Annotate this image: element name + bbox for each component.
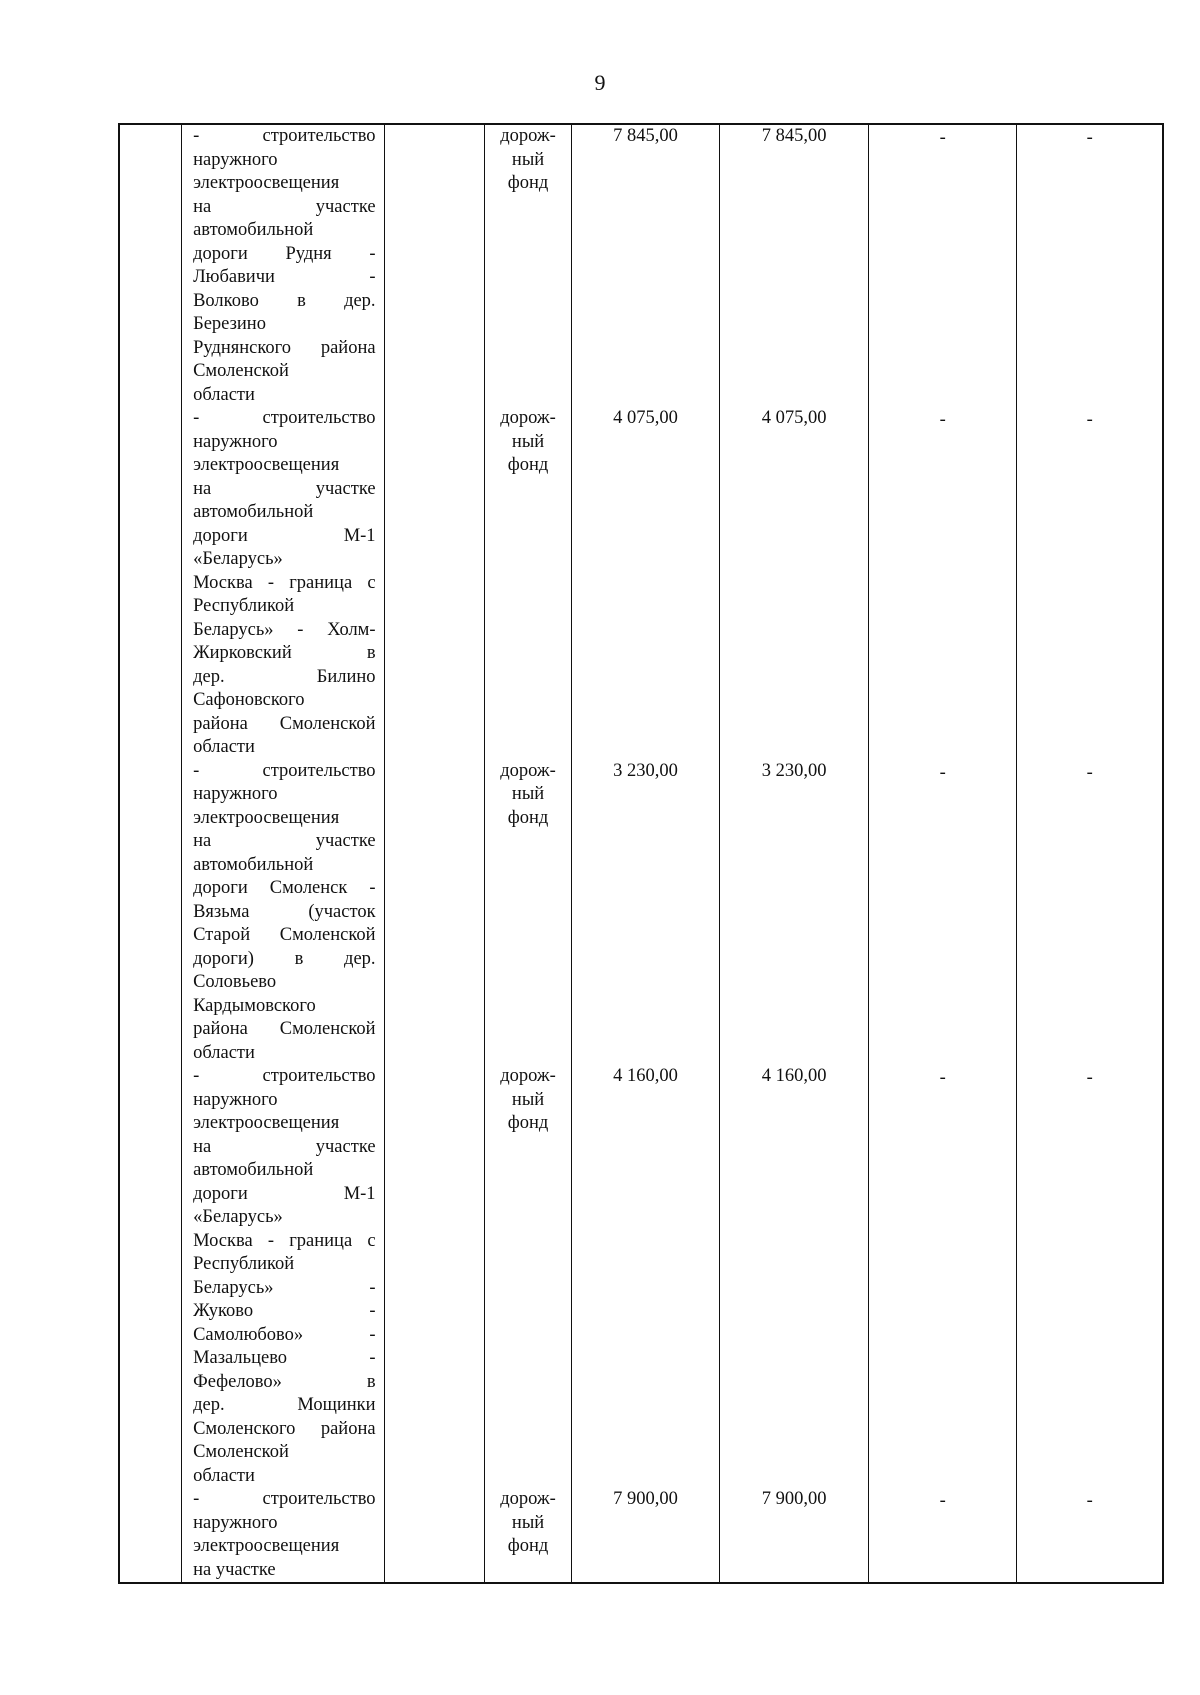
item-name-line: Кардымовского [193, 995, 316, 1016]
budget-table [118, 123, 1164, 1584]
dash-cell [868, 1065, 1017, 1488]
dash-cell [1017, 1488, 1163, 1583]
item-name-line: наружного [193, 149, 278, 170]
item-name-line: района Смоленской [193, 713, 376, 734]
item-name-line: - строительство [193, 1489, 376, 1509]
item-name-line: - строительство [193, 1066, 376, 1086]
item-name-line: Старой Смоленской [193, 925, 376, 945]
amount-text: 7 845,00 [613, 126, 678, 146]
item-name-line: на участке [193, 1559, 276, 1580]
funding-source-line: фонд [507, 807, 549, 828]
item-name-line: на участке [193, 831, 376, 851]
item-name-line: дороги Смоленск - [193, 878, 376, 898]
item-name-line: - строительство [193, 408, 376, 428]
funding-source-cell [485, 760, 571, 1066]
item-name-line: - строительство [193, 126, 376, 146]
dash-cell [1017, 124, 1163, 407]
table-row [119, 124, 1163, 407]
dash-cell [868, 407, 1017, 760]
number-cell [119, 1488, 182, 1583]
item-name-line: Беларусь» - Холм- [193, 619, 376, 640]
dash-text: - [1086, 1491, 1093, 1511]
item-name-line: Жирковский в [193, 643, 376, 663]
item-name-line: автомобильной [193, 854, 314, 875]
empty-cell [384, 124, 485, 407]
value-cell [571, 124, 720, 407]
value-cell [720, 1488, 869, 1583]
item-name-cell [182, 1065, 384, 1488]
item-name-line: Руднянского района [193, 337, 376, 358]
empty-cell [384, 1488, 485, 1583]
item-name-line: электроосвещения [193, 807, 340, 828]
funding-source-cell [485, 1488, 571, 1583]
dash-text: - [939, 762, 946, 783]
item-name-cell [182, 124, 384, 407]
amount-text: 3 230,00 [613, 760, 678, 781]
funding-source-line: ный [511, 431, 545, 452]
item-name-line: Республикой [193, 1254, 295, 1274]
funding-source-line: ный [511, 1089, 545, 1110]
item-name-line: Березино [193, 314, 266, 334]
value-cell [571, 760, 720, 1066]
amount-text: 4 160,00 [761, 1066, 827, 1086]
funding-source-line: фонд [507, 1536, 549, 1556]
funding-source-line: фонд [507, 1113, 549, 1133]
item-name-line: Сафоновского [193, 690, 305, 710]
amount-text: 7 900,00 [761, 1489, 827, 1509]
item-name-line: Волково в дер. [193, 290, 376, 311]
funding-source-cell [485, 1065, 571, 1488]
item-name-line: области [193, 1465, 255, 1486]
item-name-cell [182, 760, 384, 1066]
funding-source-line: дорож- [500, 1066, 556, 1086]
table-row [119, 407, 1163, 760]
dash-text: - [1086, 410, 1093, 430]
item-name-cell [182, 407, 384, 760]
table-row [119, 760, 1163, 1066]
funding-source-line: дорож- [500, 408, 556, 428]
item-name-line: «Беларусь» [193, 549, 283, 569]
dash-text: - [1086, 128, 1093, 148]
item-name-cell [182, 1488, 384, 1583]
dash-cell [1017, 760, 1163, 1066]
item-name-line: автомобильной [193, 1160, 314, 1180]
item-name-line: Мазальцево - [193, 1348, 376, 1368]
funding-source-line: ный [511, 149, 545, 170]
value-cell [720, 1065, 869, 1488]
item-name-line: дер. Билино [193, 666, 376, 687]
item-name-line: Беларусь» - [193, 1277, 376, 1298]
funding-source-line: дорож- [500, 1489, 556, 1509]
dash-text: - [939, 1068, 946, 1088]
table-row [119, 1065, 1163, 1488]
funding-source-line: фонд [507, 173, 549, 193]
funding-source-line: ный [511, 784, 545, 804]
item-name-line: Смоленской [193, 361, 289, 381]
item-name-line: дороги М-1 [193, 525, 376, 546]
item-name-line: области [193, 737, 255, 757]
amount-text: 4 075,00 [613, 408, 678, 428]
dash-cell [868, 1488, 1017, 1583]
item-name-line: на участке [193, 196, 376, 217]
item-name-line: Смоленского района [193, 1418, 376, 1439]
value-cell [571, 407, 720, 760]
funding-source-cell [485, 124, 571, 407]
item-name-line: Любавичи - [193, 267, 376, 287]
dash-cell [868, 124, 1017, 407]
number-cell [119, 1065, 182, 1488]
item-name-line: наружного [193, 1512, 278, 1533]
funding-source-line: дорож- [500, 760, 556, 781]
item-name-line: района Смоленской [193, 1019, 376, 1039]
item-name-line: дороги М-1 [193, 1183, 376, 1204]
item-name-line: Вязьма (участок [193, 901, 376, 922]
amount-text: 7 900,00 [613, 1489, 678, 1509]
item-name-line: на участке [193, 1136, 376, 1157]
funding-source-line: дорож- [500, 126, 556, 146]
item-name-line: Москва - граница с [193, 1230, 376, 1251]
item-name-line: автомобильной [193, 502, 314, 522]
item-name-line: Самолюбово» - [193, 1324, 376, 1345]
dash-text: - [939, 1491, 946, 1511]
empty-cell [384, 760, 485, 1066]
item-name-line: наружного [193, 431, 278, 452]
dash-text: - [1086, 1068, 1093, 1088]
item-name-line: дороги) в дер. [193, 948, 376, 969]
dash-cell [1017, 407, 1163, 760]
empty-cell [384, 1065, 485, 1488]
item-name-line: электроосвещения [193, 455, 340, 475]
item-name-line: на участке [193, 478, 376, 499]
value-cell [720, 407, 869, 760]
value-cell [720, 124, 869, 407]
item-name-line: электроосвещения [193, 1536, 340, 1556]
empty-cell [384, 407, 485, 760]
value-cell [571, 1065, 720, 1488]
funding-source-line: фонд [507, 455, 549, 475]
amount-text: 7 845,00 [761, 126, 827, 146]
table-row [119, 1488, 1163, 1583]
dash-text: - [939, 410, 946, 430]
page-number: 9 [594, 70, 606, 95]
item-name-line: Республикой [193, 596, 295, 616]
item-name-line: области [193, 1042, 255, 1063]
item-name-line: дороги Рудня - [193, 243, 376, 264]
dash-cell [868, 760, 1017, 1066]
number-cell [119, 760, 182, 1066]
item-name-line: наружного [193, 1089, 278, 1110]
item-name-line: электроосвещения [193, 173, 340, 193]
item-name-line: Москва - граница с [193, 572, 376, 593]
funding-source-line: ный [511, 1512, 545, 1533]
amount-text: 3 230,00 [761, 760, 827, 781]
item-name-line: электроосвещения [193, 1113, 340, 1133]
item-name-line: Жуково - [193, 1301, 376, 1321]
item-name-line: Смоленской [193, 1442, 289, 1462]
dash-cell [1017, 1065, 1163, 1488]
number-cell [119, 407, 182, 760]
item-name-line: дер. Мощинки [193, 1395, 376, 1415]
number-cell [119, 124, 182, 407]
item-name-line: Соловьево [193, 972, 277, 992]
value-cell [720, 760, 869, 1066]
dash-text: - [939, 128, 946, 148]
table-body [119, 124, 1163, 1583]
item-name-line: - строительство [193, 760, 376, 781]
item-name-line: области [193, 384, 255, 405]
amount-text: 4 075,00 [761, 408, 827, 428]
item-name-line: «Беларусь» [193, 1207, 283, 1227]
item-name-line: Фефелово» в [193, 1371, 376, 1392]
item-name-line: автомобильной [193, 220, 314, 240]
dash-text: - [1086, 762, 1093, 783]
item-name-line: наружного [193, 784, 278, 804]
value-cell [571, 1488, 720, 1583]
funding-source-cell [485, 407, 571, 760]
amount-text: 4 160,00 [613, 1066, 678, 1086]
